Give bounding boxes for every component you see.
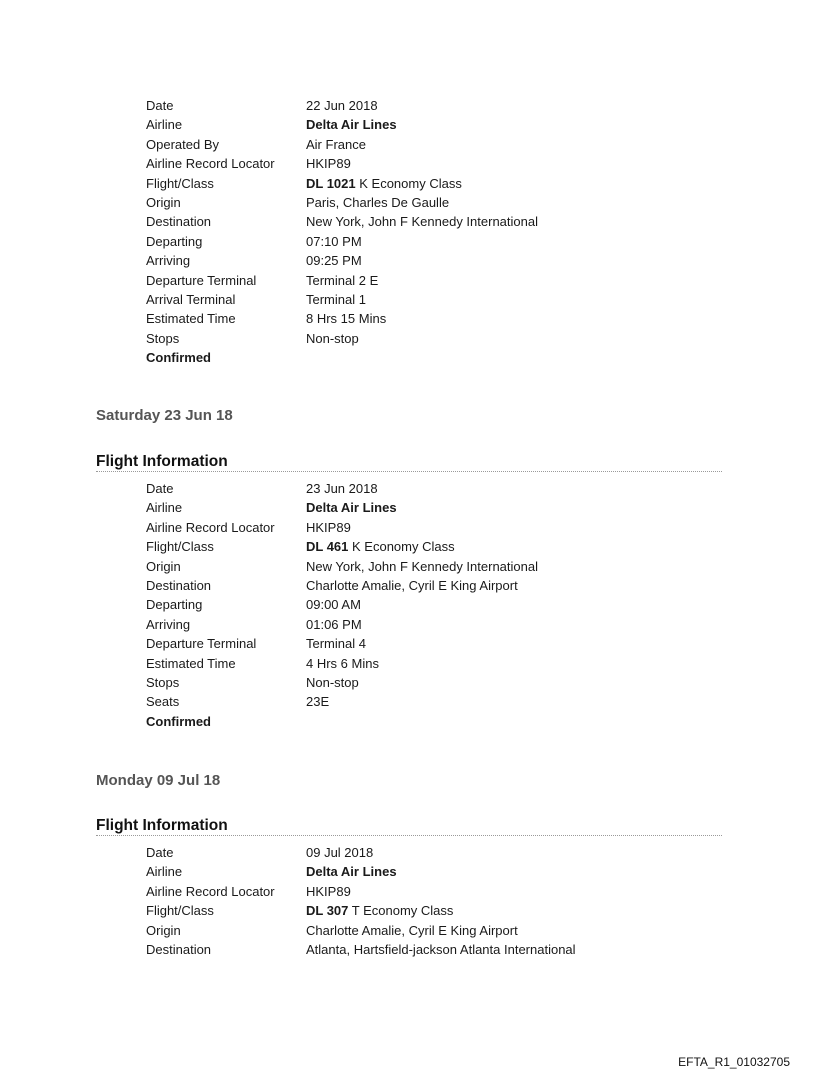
status-confirmed: Confirmed [146,350,211,366]
detail-row-departing: Departing 09:00 AM [146,597,361,613]
detail-row-record-locator: Airline Record Locator HKIP89 [146,519,351,535]
section-title-flight-information: Flight Information [96,452,722,472]
detail-row-airline: Airline Delta Air Lines [146,117,397,133]
document-id: EFTA_R1_01032705 [678,1055,790,1069]
detail-row-airline: Airline Delta Air Lines [146,864,397,880]
detail-row-operated-by: Operated By Air France [146,136,366,152]
day-heading: Saturday 23 Jun 18 [96,407,233,424]
fare-class: K Economy Class [355,175,462,191]
detail-row-estimated-time: Estimated Time 4 Hrs 6 Mins [146,655,379,671]
flight-number: DL 461 [306,539,349,555]
detail-row-date: Date 23 Jun 2018 [146,481,378,496]
section-title-flight-information: Flight Information [96,816,722,836]
detail-row-stops: Stops Non-stop [146,330,359,346]
detail-row-destination: Destination Atlanta, Hartsfield-jackson Atlanta International [146,941,576,957]
detail-row-arrival-terminal: Arrival Terminal Terminal 1 [146,291,366,307]
detail-row-departure-terminal: Departure Terminal Terminal 4 [146,636,366,652]
detail-row-estimated-time: Estimated Time 8 Hrs 15 Mins [146,311,387,327]
day-heading: Monday 09 Jul 18 [96,772,221,789]
detail-row-destination: Destination Charlotte Amalie, Cyril E King Airport [146,577,518,593]
detail-row-date: Date 22 Jun 2018 [146,98,378,113]
flight-segment-1 [146,96,706,367]
detail-row-arriving: Arriving 09:25 PM [146,253,362,269]
detail-row-record-locator: Airline Record Locator HKIP89 [146,156,351,172]
detail-row-origin: Origin Charlotte Amalie, Cyril E King Airport [146,922,518,938]
flight-number: DL 1021 [306,175,356,191]
detail-row-origin: Origin New York, John F Kennedy International [146,558,538,574]
detail-row-stops: Stops Non-stop [146,674,359,690]
detail-row-seats: Seats 23E [146,694,330,710]
detail-row-flight-class: Flight/Class DL 307 T Economy Class [146,903,454,919]
flight-number: DL 307 [306,903,349,919]
flight-segment-2 [146,479,706,731]
flight-segment-3 [146,843,706,959]
detail-row-record-locator: Airline Record Locator HKIP89 [146,883,351,899]
detail-row-origin: Origin Paris, Charles De Gaulle [146,194,450,210]
detail-row-airline: Airline Delta Air Lines [146,500,397,516]
fare-class: K Economy Class [348,539,455,555]
detail-row-flight-class: Flight/Class DL 461 K Economy Class [146,539,455,555]
detail-row-departing: Departing 07:10 PM [146,233,362,249]
detail-row-flight-class: Flight/Class DL 1021 K Economy Class [146,175,462,191]
detail-row-departure-terminal: Departure Terminal Terminal 2 E [146,272,379,288]
detail-row-date: Date 09 Jul 2018 [146,845,374,860]
detail-row-arriving: Arriving 01:06 PM [146,616,362,632]
fare-class: T Economy Class [348,903,454,919]
detail-row-destination: Destination New York, John F Kennedy International [146,214,538,230]
status-confirmed: Confirmed [146,713,211,729]
